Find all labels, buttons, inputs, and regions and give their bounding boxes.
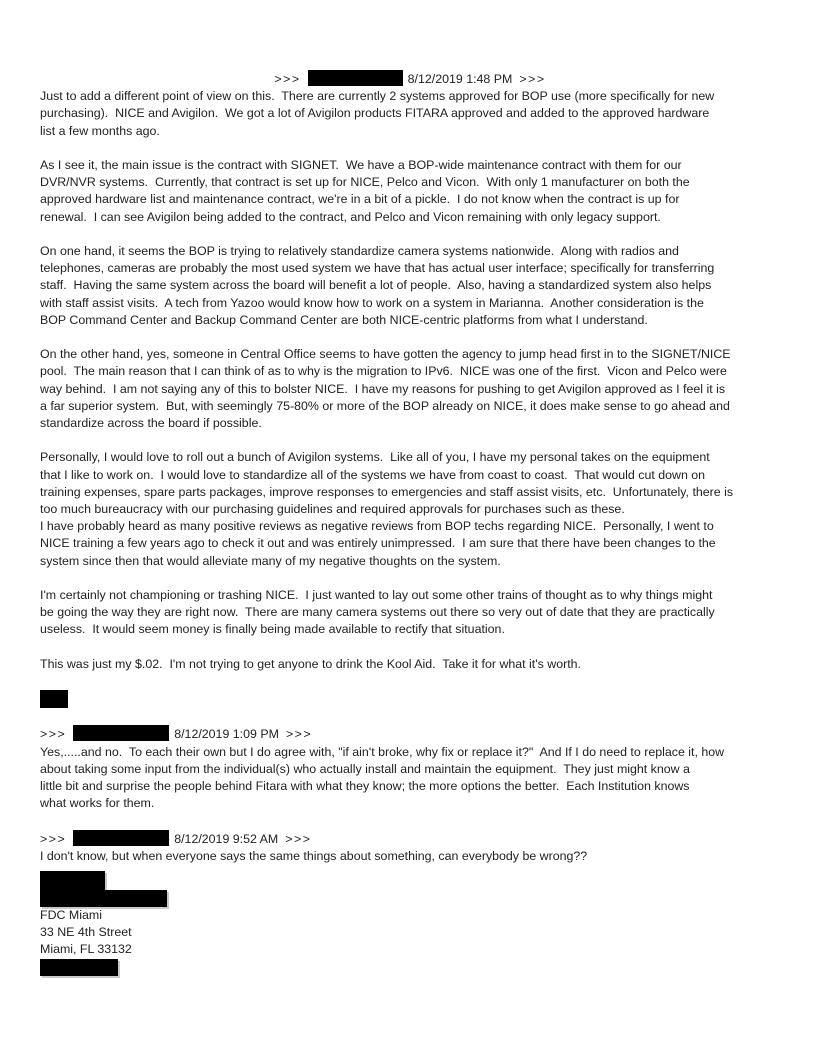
text-line: be going the way they are right now. There are many camera systems out there so very out of date that they are practically — [40, 605, 715, 620]
text-line: DVR/NVR systems. Currently, that contract is set up for NICE, Pelco and Vicon. With only 1 manufacturer on both the — [40, 175, 690, 190]
quote-suffix: >>> — [285, 831, 312, 846]
paragraph — [40, 587, 780, 639]
text-line: I'm certainly not championing or trashing NICE. I just wanted to lay out some other trains of thought as to why things might — [40, 588, 713, 603]
signature-name-redaction-bar — [40, 890, 167, 907]
text-line: system since then that would alleviate many of my negative thoughts on the system. — [40, 553, 501, 568]
text-line: telephones, cameras are probably the most used system we have that has actual user interface; specifically for transferring — [40, 261, 715, 276]
text-line: Just to add a different point of view on this. There are currently 2 systems approved for BOP use (more specifically for new — [40, 89, 715, 104]
text-line: training expenses, spare parts packages, improve responses to emergencies and staff assist visits, etc. Unfortunately, there is — [40, 484, 734, 499]
quote-suffix: >>> — [285, 727, 313, 742]
text-line: that I like to work on. I would love to standardize all of the systems we have from coast to coast. That would cut down on — [40, 467, 706, 482]
text-line: NICE training a few years ago to check it out and was entirely unimpressed. I am sure that there have been changes to the — [40, 536, 716, 551]
message-header — [40, 70, 780, 88]
redacted-sender-name — [73, 830, 169, 846]
text-line: what works for them. — [40, 796, 155, 811]
text-line: purchasing). NICE and Avigilon. We got a lot of Avigilon products FITARA approved and added to the approved hardware — [40, 106, 710, 121]
signature-address-line: FDC Miami — [40, 908, 102, 922]
text-line: This was just my $.02. I'm not trying to get anyone to drink the Kool Aid. Take it for what it's worth. — [40, 656, 581, 671]
paragraph — [40, 656, 780, 673]
paragraph — [40, 848, 780, 865]
text-line: On one hand, it seems the BOP is trying to relatively standardize camera systems nationwide. Along with radios and — [40, 244, 679, 258]
paragraph — [40, 88, 780, 140]
text-line: about taking some input from the individual(s) who actually install and maintain the equipment. They just might know a — [40, 761, 690, 776]
text-line: approved hardware list and maintenance contract, we're in a bit of a pickle. I do not know when the contract is up for — [40, 192, 680, 207]
text-line: a far superior system. But, with seemingly 75-80% or more of the BOP already on NICE, it does make sense to go ahead and — [40, 398, 730, 413]
header-datetime: 8/12/2019 1:48 PM — [407, 72, 513, 86]
text-line: list a few months ago. — [40, 123, 160, 138]
signature-phone-redaction-bar — [40, 959, 118, 976]
signature-address-line: Miami, FL 33132 — [40, 942, 132, 957]
text-line: little bit and surprise the people behind Fitara with what they know; the more options the better. Each Institution knows — [40, 779, 690, 793]
text-line: renewal. I can see Avigilon being added to the contract, and Pelco and Vicon remaining with only legacy support. — [40, 209, 661, 224]
text-line: with staff assist visits. A tech from Yazoo would know how to work on a system in Marianna. Another consideration is the — [40, 295, 704, 310]
signature-name-redaction-bar — [40, 871, 105, 890]
text-line: too much bureaucracy with our purchasing guidelines and required approvals for purchases such as these. — [40, 502, 625, 517]
text-line: pool. The main reason that I can think of as to why is the migration to IPv6. NICE was one of the first. Vicon and Pelco were — [40, 364, 727, 379]
text-line: On the other hand, yes, someone in Central Office seems to have gotten the agency to jump head first in to the SIGNET/NICE — [40, 347, 731, 362]
quote-prefix: >>> — [40, 727, 67, 742]
text-line: I have probably heard as many positive reviews as negative reviews from BOP techs regarding NICE. Personally, I went to — [40, 519, 714, 534]
signature-address-line: 33 NE 4th Street — [40, 925, 132, 940]
text-line: I don't know, but when everyone says the same things about something, can everybody be wrong?? — [40, 848, 588, 863]
quote-prefix: >>> — [40, 831, 67, 846]
text-line: Yes,.....and no. To each their own but I do agree with, "if ain't broke, why fix or replace it?" And If I do need to replace it, how — [40, 744, 725, 759]
quote-suffix: >>> — [519, 72, 546, 86]
redacted-sender-name — [308, 70, 403, 86]
paragraph — [40, 157, 780, 226]
quote-prefix: >>> — [274, 72, 301, 86]
email-thread — [40, 70, 780, 976]
paragraph — [40, 449, 780, 569]
paragraph — [40, 346, 780, 432]
text-line: useless. It would seem money is finally being made available to rectify that situation. — [40, 622, 505, 637]
text-line: As I see it, the main issue is the contract with SIGNET. We have a BOP-wide maintenance contract with them for our — [40, 158, 682, 172]
message-header — [40, 725, 780, 743]
header-datetime: 8/12/2019 1:09 PM — [174, 727, 279, 742]
text-line: Personally, I would love to roll out a bunch of Avigilon systems. Like all of you, I have my personal takes on the equipment — [40, 450, 710, 465]
paragraph — [40, 243, 780, 329]
signature-block — [40, 871, 780, 976]
redacted-sender-name — [73, 725, 169, 741]
text-line: standardize across the board if possible. — [40, 416, 262, 431]
text-line: way behind. I am not saying any of this to bolster NICE. I have my reasons for pushing to get Avigilon approved as I feel it is — [40, 381, 726, 396]
redaction-bar — [40, 690, 68, 708]
paragraph — [40, 744, 780, 813]
message-header — [40, 830, 780, 848]
header-datetime: 8/12/2019 9:52 AM — [174, 831, 279, 846]
text-line: staff. Having the same system across the board will benefit a lot of people. Also, having a standardized system also helps — [40, 278, 712, 293]
text-line: BOP Command Center and Backup Command Center are both NICE-centric platforms from what I understand. — [40, 312, 648, 327]
